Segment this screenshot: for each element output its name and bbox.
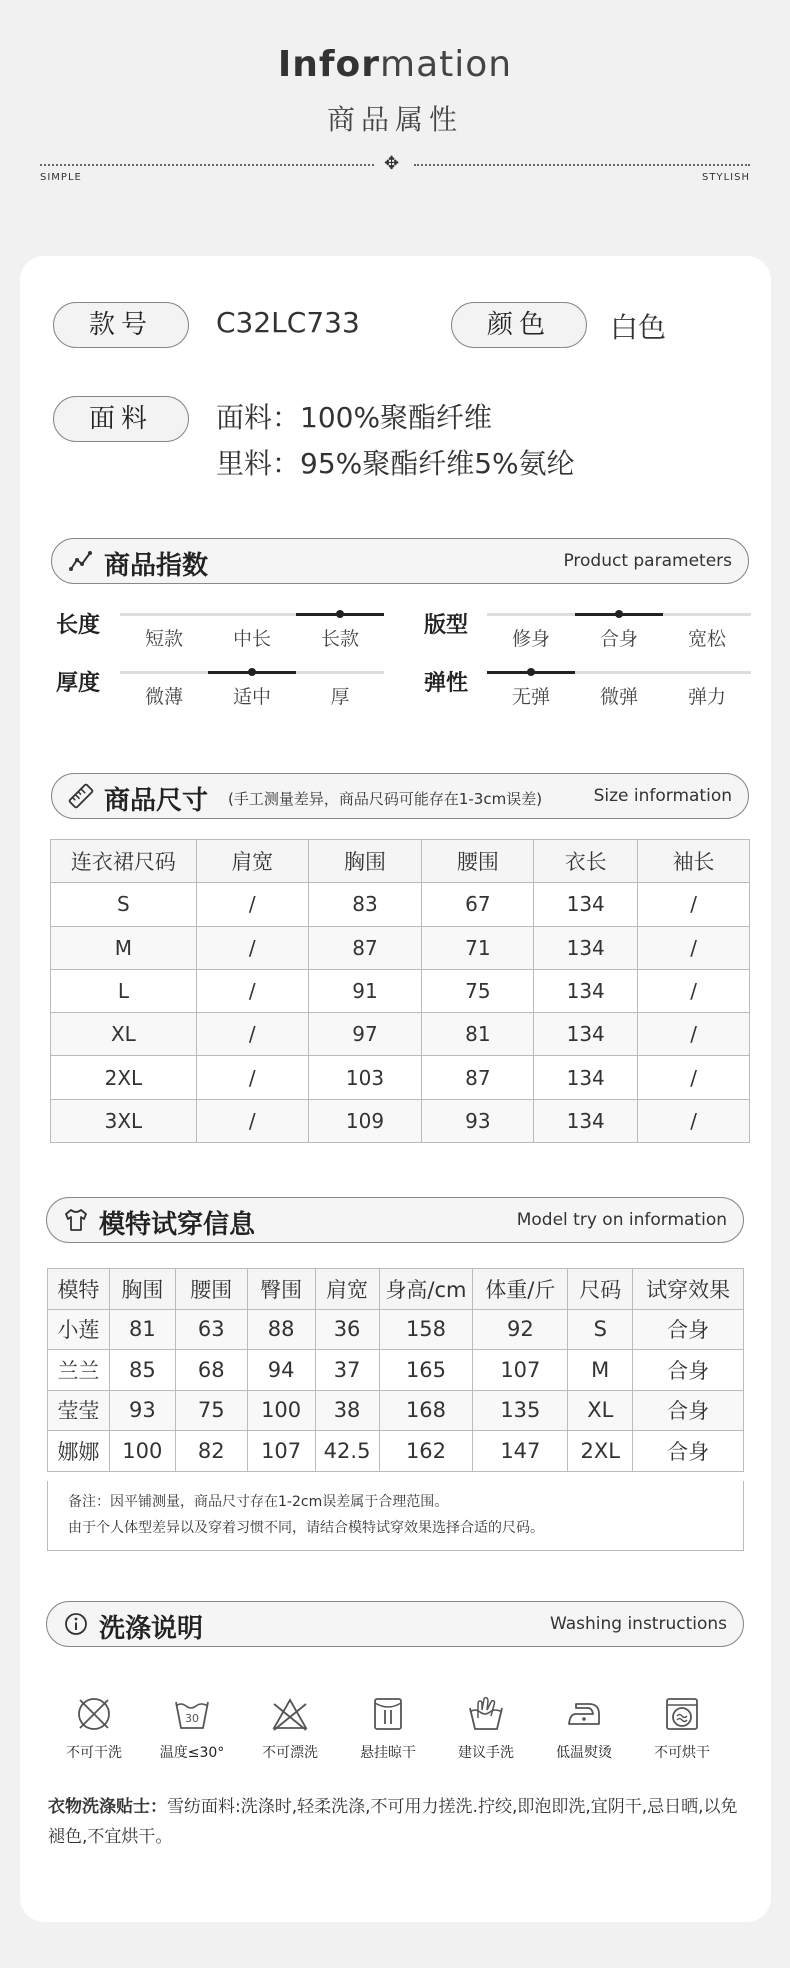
model-header-cell: 试穿效果: [633, 1269, 744, 1310]
table-cell: XL: [568, 1390, 633, 1431]
color-value: 白色: [610, 311, 667, 344]
table-cell: 2XL: [568, 1431, 633, 1472]
divider-right: [414, 164, 750, 166]
wash-item-hand-wash: [438, 1694, 534, 1762]
param-option: 合身: [599, 628, 638, 650]
wash-30-number: 30: [185, 1712, 199, 1725]
wash-label-hang-dry: 悬挂晾干: [360, 1745, 416, 1761]
table-cell: /: [196, 883, 308, 926]
table-cell: 合身: [633, 1390, 744, 1431]
washing-tips-label: 衣物洗涤贴士：: [48, 1797, 167, 1817]
ruler-icon: [68, 783, 94, 809]
wash-30-icon: [172, 1694, 212, 1734]
param-selected-dot: [248, 668, 256, 676]
size-header-cell: 胸围: [308, 840, 422, 883]
model-header-cell: 肩宽: [315, 1269, 379, 1310]
table-cell: 合身: [633, 1350, 744, 1391]
trend-chart-icon: [68, 548, 94, 574]
table-cell: /: [638, 883, 750, 926]
simple-tag: SIMPLE: [40, 172, 82, 183]
wash-label-wash-30: 温度≤30°: [159, 1745, 225, 1761]
param-selected-dot: [336, 610, 344, 618]
table-cell: 兰兰: [48, 1350, 110, 1391]
table-cell: 134: [534, 926, 638, 969]
param-label-2: 厚度: [56, 671, 101, 696]
table-cell: 81: [109, 1309, 175, 1350]
param-track-3: [487, 671, 751, 674]
table-cell: 63: [175, 1309, 247, 1350]
product-info-card: [20, 256, 771, 1922]
model-header-cell: 腰围: [175, 1269, 247, 1310]
table-cell: 38: [315, 1390, 379, 1431]
param-option: 中长: [232, 628, 271, 650]
wash-item-no-bleach: [242, 1694, 338, 1762]
table-cell: XL: [51, 1013, 197, 1056]
table-cell: 135: [473, 1390, 568, 1431]
table-cell: 87: [422, 1056, 534, 1099]
param-label-1: 版型: [424, 613, 469, 638]
param-track-1: [487, 613, 751, 616]
param-option: 微薄: [144, 686, 183, 708]
page-title: Information: [277, 44, 513, 85]
wash-label-hand-wash: 建议手洗: [458, 1745, 514, 1761]
size-info-note: (手工测量差异，商品尺码可能存在1-3cm误差): [228, 790, 543, 808]
table-cell: 107: [473, 1350, 568, 1391]
table-cell: L: [51, 969, 197, 1012]
table-cell: 103: [308, 1056, 422, 1099]
model-header-cell: 模特: [48, 1269, 110, 1310]
washing-title-en: Washing instructions: [549, 1614, 727, 1634]
param-selected-dot: [615, 610, 623, 618]
table-row: [51, 883, 750, 926]
model-table: [47, 1268, 744, 1472]
fabric-label: 面料: [53, 396, 189, 442]
param-option: 弹力: [687, 686, 726, 708]
table-cell: 85: [109, 1350, 175, 1391]
size-info-title: 商品尺寸: [104, 786, 209, 816]
washing-title: 洗涤说明: [99, 1614, 204, 1644]
table-row: [51, 1099, 750, 1142]
param-selected-dot: [527, 668, 535, 676]
page-subtitle: 商品属性: [326, 103, 463, 136]
hand-wash-icon: [466, 1694, 506, 1734]
model-info-title: 模特试穿信息: [99, 1210, 256, 1240]
table-cell: 107: [247, 1431, 315, 1472]
no-tumble-dry-icon: [662, 1694, 702, 1734]
table-cell: M: [568, 1350, 633, 1391]
wash-label-no-dry-clean: 不可干洗: [66, 1745, 122, 1761]
param-track-0: [120, 613, 384, 616]
size-header-cell: 连衣裙尺码: [51, 840, 197, 883]
table-cell: 小莲: [48, 1309, 110, 1350]
table-cell: 168: [379, 1390, 473, 1431]
info-icon: [63, 1611, 89, 1637]
table-cell: 165: [379, 1350, 473, 1391]
table-cell: 75: [175, 1390, 247, 1431]
table-cell: /: [196, 1056, 308, 1099]
low-iron-icon: [564, 1694, 604, 1734]
table-cell: 莹莹: [48, 1390, 110, 1431]
param-option: 适中: [232, 686, 271, 708]
table-row: [51, 1013, 750, 1056]
wash-label-no-tumble-dry: 不可烘干: [654, 1745, 710, 1761]
table-cell: 94: [247, 1350, 315, 1391]
param-label-0: 长度: [56, 613, 101, 638]
table-cell: 158: [379, 1309, 473, 1350]
table-row: [51, 969, 750, 1012]
table-cell: 合身: [633, 1309, 744, 1350]
table-cell: S: [568, 1309, 633, 1350]
table-cell: 68: [175, 1350, 247, 1391]
table-cell: /: [196, 1013, 308, 1056]
table-cell: 71: [422, 926, 534, 969]
model-notes: [47, 1481, 744, 1551]
fabric-line-1: 面料：100%聚酯纤维: [216, 401, 493, 434]
hang-dry-icon: [368, 1694, 408, 1734]
table-cell: 3XL: [51, 1099, 197, 1142]
product-params-title-en: Product parameters: [563, 551, 732, 571]
model-info-header: [46, 1197, 744, 1243]
table-cell: 134: [534, 969, 638, 1012]
table-row: [48, 1431, 744, 1472]
table-row: [48, 1350, 744, 1391]
washing-tips-text: 雪纺面料:洗涤时,轻柔洗涤,不可用力搓洗.拧绞,即泡即洗,宜阴干,忌日晒,以免褪色,不宜烘干。: [48, 1797, 738, 1847]
table-cell: 109: [308, 1099, 422, 1142]
wash-item-wash-30: [144, 1694, 240, 1762]
model-header-cell: 体重/斤: [473, 1269, 568, 1310]
table-cell: 134: [534, 1056, 638, 1099]
table-cell: /: [638, 1056, 750, 1099]
model-header-cell: 身高/cm: [379, 1269, 473, 1310]
table-cell: /: [638, 1099, 750, 1142]
table-cell: M: [51, 926, 197, 969]
wash-item-low-iron: [536, 1694, 632, 1762]
table-cell: 134: [534, 883, 638, 926]
table-cell: 67: [422, 883, 534, 926]
wash-label-no-bleach: 不可漂洗: [262, 1745, 318, 1761]
divider-left: [40, 164, 374, 166]
table-cell: 162: [379, 1431, 473, 1472]
param-option: 修身: [511, 628, 550, 650]
table-cell: 88: [247, 1309, 315, 1350]
wash-item-hang-dry: [340, 1694, 436, 1762]
table-cell: 75: [422, 969, 534, 1012]
product-params-header: [51, 538, 749, 584]
table-cell: 42.5: [315, 1431, 379, 1472]
param-option: 微弹: [599, 686, 638, 708]
table-cell: /: [196, 926, 308, 969]
size-info-title-en: Size information: [593, 786, 732, 806]
model-info-title-en: Model try on information: [516, 1210, 727, 1230]
param-option: 长款: [320, 628, 359, 650]
model-note-1: 备注：因平铺测量，商品尺寸存在1-2cm误差属于合理范围。: [68, 1494, 449, 1510]
size-header-cell: 腰围: [422, 840, 534, 883]
table-cell: 93: [422, 1099, 534, 1142]
table-cell: 97: [308, 1013, 422, 1056]
table-cell: 147: [473, 1431, 568, 1472]
stylish-tag: STYLISH: [702, 172, 750, 183]
washing-tips: [48, 1792, 748, 1852]
table-cell: 83: [308, 883, 422, 926]
table-cell: 36: [315, 1309, 379, 1350]
size-header-cell: 袖长: [638, 840, 750, 883]
table-cell: 87: [308, 926, 422, 969]
model-header-cell: 尺码: [568, 1269, 633, 1310]
color-label: 颜色: [451, 302, 587, 348]
table-cell: /: [196, 969, 308, 1012]
param-option: 无弹: [511, 686, 550, 708]
table-cell: /: [638, 969, 750, 1012]
tshirt-icon: [63, 1207, 89, 1233]
param-option: 短款: [144, 628, 183, 650]
table-cell: 134: [534, 1099, 638, 1142]
no-dry-clean-icon: [74, 1694, 114, 1734]
table-cell: 合身: [633, 1431, 744, 1472]
table-cell: 100: [247, 1390, 315, 1431]
size-header-cell: 肩宽: [196, 840, 308, 883]
param-option: 厚: [330, 686, 350, 708]
param-track-2: [120, 671, 384, 674]
param-option: 宽松: [687, 628, 726, 650]
table-cell: 134: [534, 1013, 638, 1056]
style-number-value: C32LC733: [216, 306, 360, 339]
table-cell: 93: [109, 1390, 175, 1431]
model-header-cell: 胸围: [109, 1269, 175, 1310]
table-cell: 82: [175, 1431, 247, 1472]
wash-label-low-iron: 低温熨烫: [556, 1745, 612, 1761]
table-cell: 37: [315, 1350, 379, 1391]
fabric-line-2: 里料：95%聚酯纤维5%氨纶: [216, 447, 575, 480]
wash-item-no-tumble-dry: [634, 1694, 730, 1762]
table-cell: 娜娜: [48, 1431, 110, 1472]
wash-item-no-dry-clean: [46, 1694, 142, 1762]
washing-header: [46, 1601, 744, 1647]
table-cell: S: [51, 883, 197, 926]
table-cell: /: [638, 1013, 750, 1056]
size-info-header: [51, 773, 749, 819]
size-header-cell: 衣长: [534, 840, 638, 883]
cross-ornament-icon: ✥: [384, 153, 400, 174]
table-row: [48, 1309, 744, 1350]
model-note-2: 由于个人体型差异以及穿着习惯不同，请结合模特试穿效果选择合适的尺码。: [68, 1520, 544, 1536]
table-cell: 92: [473, 1309, 568, 1350]
table-cell: 100: [109, 1431, 175, 1472]
model-header-cell: 臀围: [247, 1269, 315, 1310]
size-table: [50, 839, 750, 1143]
table-cell: 91: [308, 969, 422, 1012]
table-cell: /: [196, 1099, 308, 1142]
table-row: [48, 1390, 744, 1431]
style-number-label: 款号: [53, 302, 189, 348]
table-cell: 81: [422, 1013, 534, 1056]
table-row: [51, 1056, 750, 1099]
product-params-title: 商品指数: [104, 551, 209, 581]
table-cell: /: [638, 926, 750, 969]
table-row: [51, 926, 750, 969]
table-cell: 2XL: [51, 1056, 197, 1099]
param-label-3: 弹性: [424, 671, 469, 696]
no-bleach-icon: [270, 1694, 310, 1734]
